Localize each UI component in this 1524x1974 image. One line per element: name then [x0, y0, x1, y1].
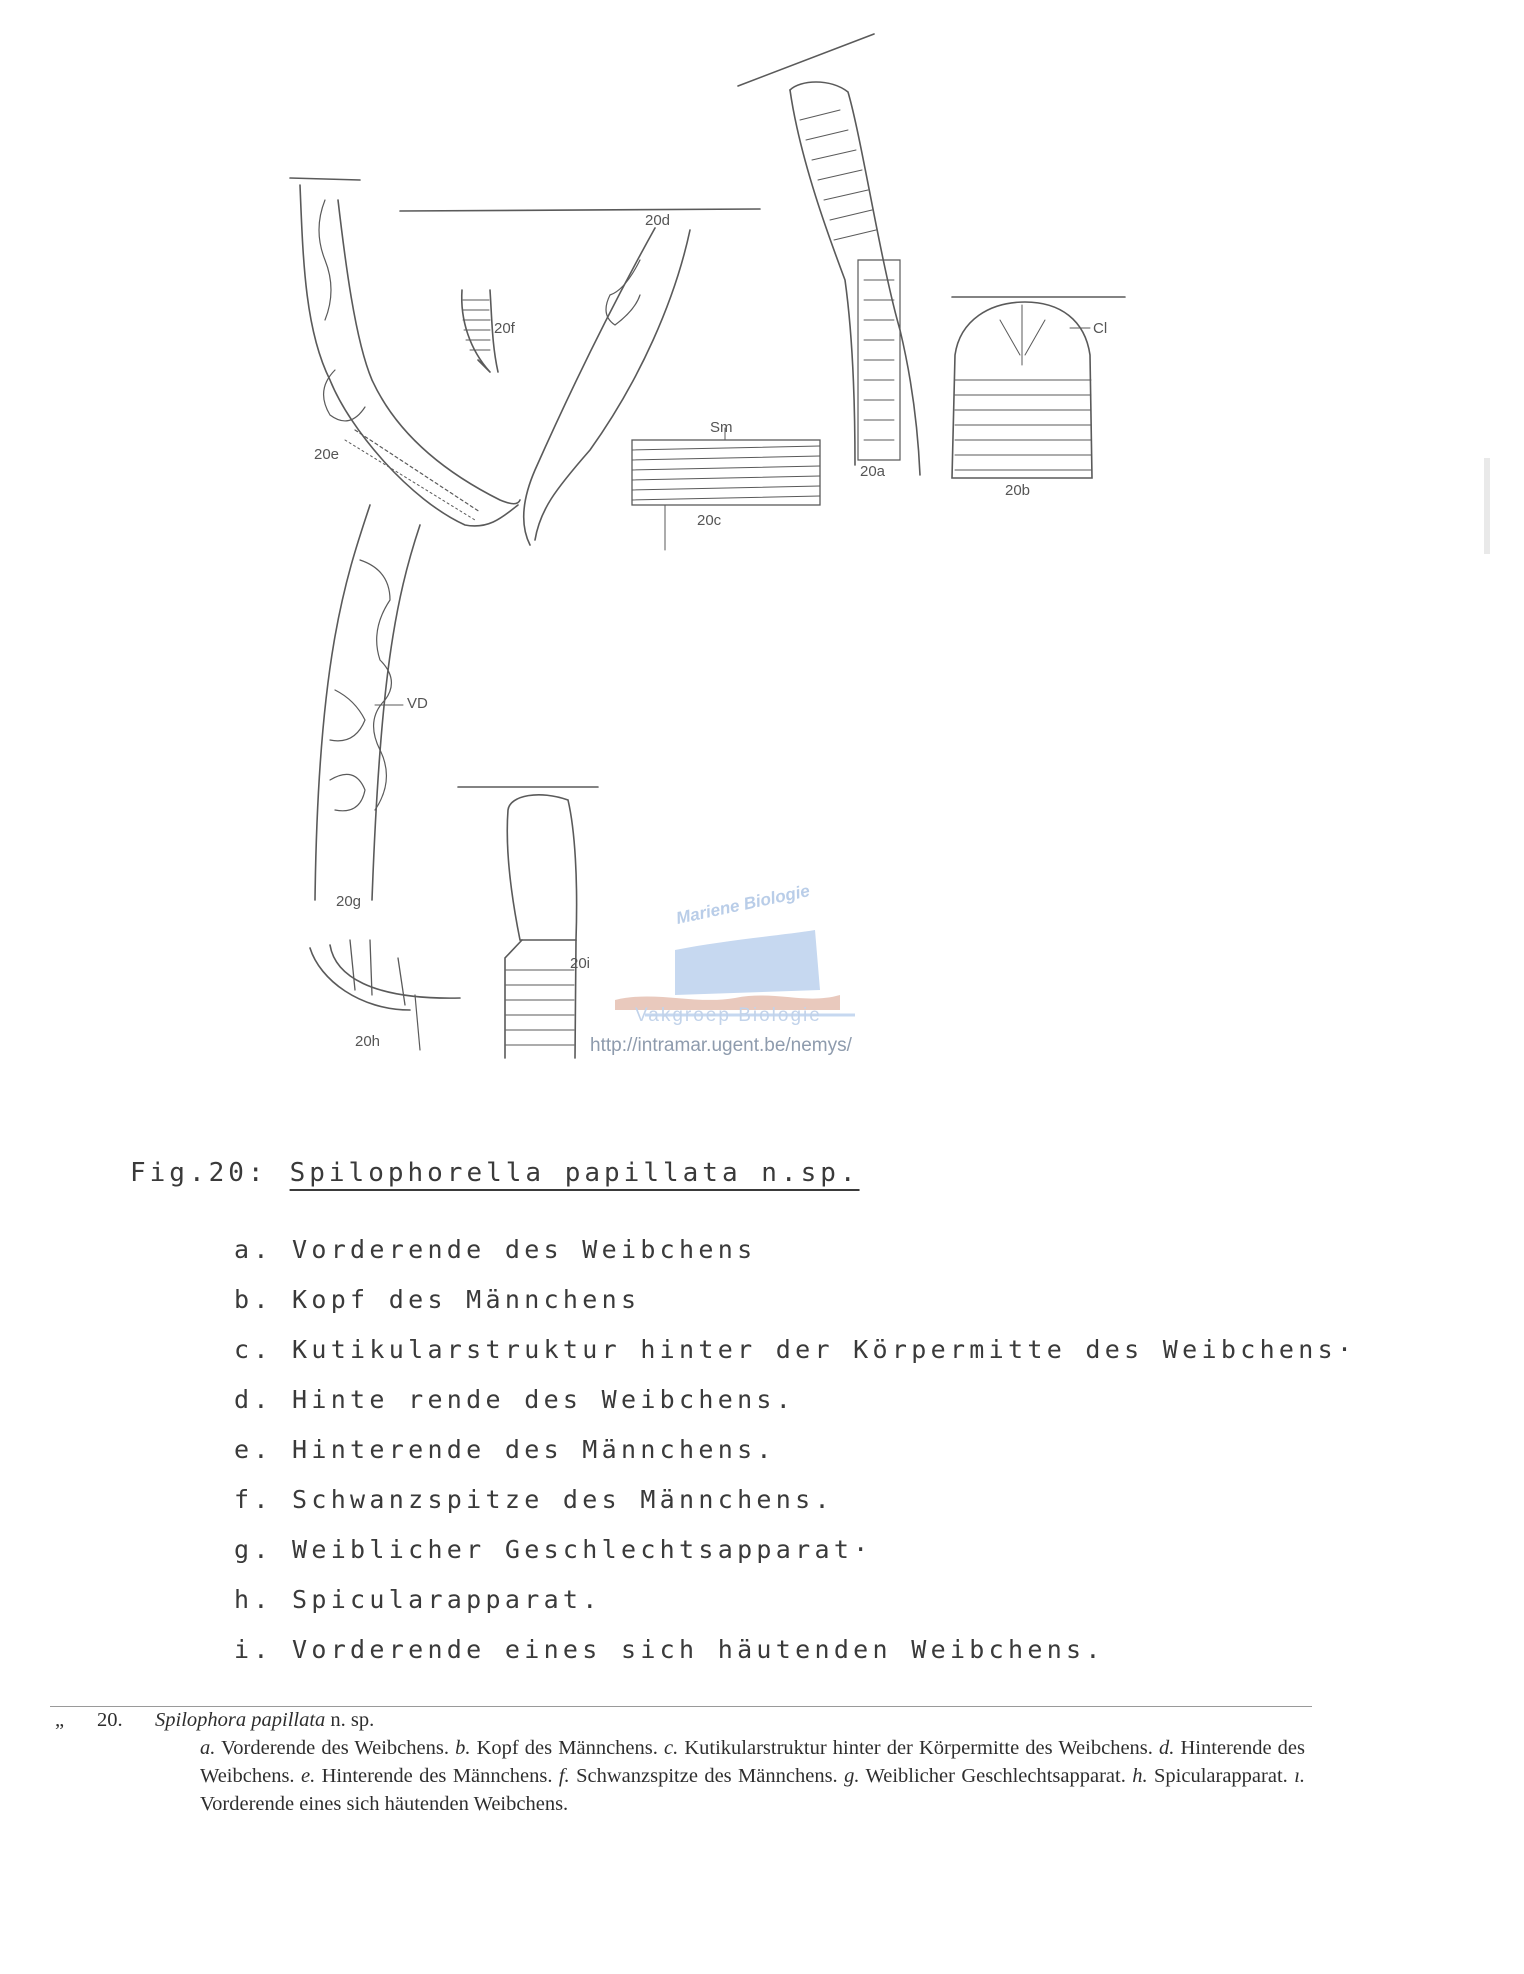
printed-species: Spilophora papillata	[155, 1709, 326, 1731]
printed-caption-header: „ 20. Spilophora papillata n. sp.	[55, 1709, 375, 1731]
panel-label-20i: 20i	[570, 955, 591, 972]
legend-item: a. Vorderende des Weibchens	[234, 1235, 757, 1264]
legend-item: d. Hinte rende des Weibchens.	[234, 1385, 796, 1414]
printed-item: ı. Vorderende eines sich häutenden Weibchens.	[200, 1765, 1306, 1815]
drawing-20f	[462, 290, 498, 372]
species-name: Spilophorella papillata n.sp.	[289, 1158, 860, 1188]
printed-item: h. Spicularapparat.	[1132, 1765, 1288, 1787]
drawing-20c	[632, 428, 820, 550]
printed-item: f. Schwanzspitze des Männchens.	[558, 1765, 838, 1787]
legend-item: c. Kutikularstruktur hinter der Körpermitte des Weibchens·	[234, 1335, 1357, 1364]
drawing-20g	[315, 505, 420, 900]
printed-item: c. Kutikularstruktur hinter der Körpermitte des Weibchens.	[663, 1737, 1153, 1759]
panel-label-20c: 20c	[697, 512, 722, 529]
legend-item: h. Spicularapparat.	[234, 1585, 602, 1614]
annotation-vd: VD	[407, 695, 428, 712]
printed-item: e. Hinterende des Männchens.	[300, 1765, 553, 1787]
printed-item: d. Hinterende des Weibchens.	[200, 1737, 1306, 1787]
panel-label-20h: 20h	[355, 1033, 381, 1050]
scan-artifact	[1484, 458, 1490, 554]
typed-caption-title	[130, 1158, 860, 1188]
watermark-org: Mariene Biologie	[674, 881, 812, 928]
watermark-url: http://intramar.ugent.be/nemys/	[590, 1035, 852, 1056]
panel-label-20a: 20a	[860, 463, 886, 480]
annotation-cl: Cl	[1093, 320, 1108, 337]
drawing-20a	[790, 82, 920, 475]
plate-line	[400, 209, 760, 211]
drawing-20b	[952, 302, 1092, 478]
printed-item: a. Vorderende des Weibchens.	[200, 1737, 449, 1759]
printed-caption-body	[55, 1734, 1305, 1818]
watermark-dept: Vakgroep Biologie	[635, 1005, 822, 1026]
drawing-20i	[505, 795, 577, 1058]
legend-item: b. Kopf des Männchens	[234, 1285, 641, 1314]
panel-label-20f: 20f	[494, 320, 515, 337]
legend-item: i. Vorderende eines sich häutenden Weibchens.	[234, 1635, 1105, 1664]
panel-label-20e: 20e	[314, 446, 340, 463]
typed-legend-list	[234, 1225, 1356, 1675]
legend-item: e. Hinterende des Männchens.	[234, 1435, 776, 1464]
plate-line	[738, 34, 874, 86]
figure-number: Fig.20:	[130, 1158, 268, 1188]
drawing-20d	[524, 228, 690, 545]
panel-label-20g: 20g	[336, 893, 362, 910]
drawing-20h	[310, 940, 460, 1050]
panel-label-20b: 20b	[1005, 482, 1031, 499]
printed-item: b. Kopf des Männchens.	[455, 1737, 658, 1759]
printed-caption	[55, 1706, 1305, 1818]
drawing-20e	[300, 185, 520, 526]
plate-line	[290, 178, 360, 180]
printed-item: g. Weiblicher Geschlechtsapparat.	[844, 1765, 1126, 1787]
panel-label-20d: 20d	[645, 212, 671, 229]
legend-item: g. Weiblicher Geschlechtsapparat·	[234, 1535, 873, 1564]
watermark	[585, 881, 945, 1065]
legend-item: f. Schwanzspitze des Männchens.	[234, 1485, 834, 1514]
annotation-sm: Sm	[710, 419, 733, 436]
